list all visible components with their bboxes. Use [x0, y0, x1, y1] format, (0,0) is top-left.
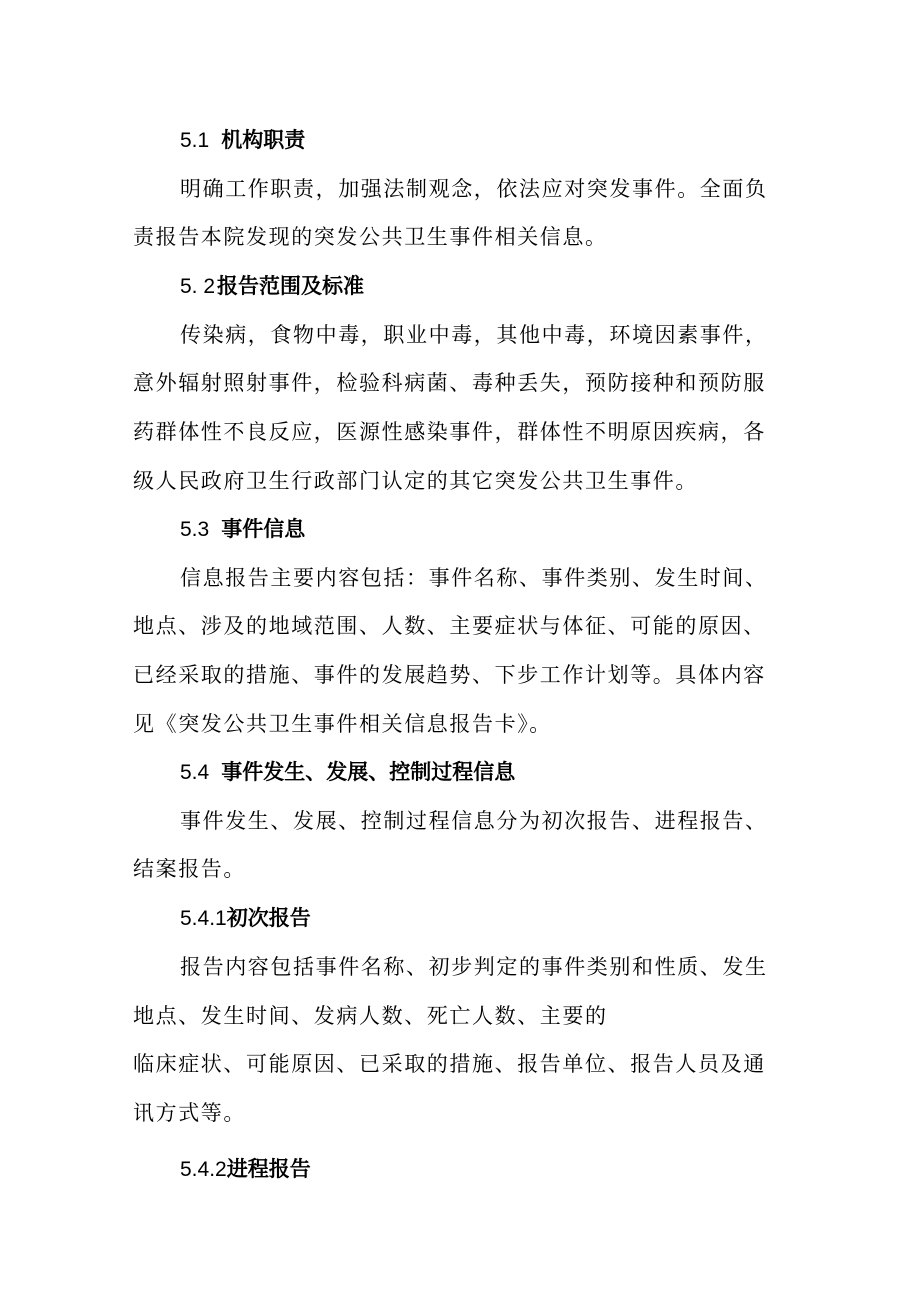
paragraph-line: 责报告本院发现的突发公共卫生事件相关信息。	[133, 225, 608, 249]
paragraph-line: 明确工作职责，加强法制观念，依法应对突发事件。全面负	[180, 177, 768, 201]
section-heading-5-4-2	[180, 1155, 311, 1184]
section-heading-5-3	[180, 515, 305, 544]
paragraph-line: 药群体性不良反应，医源性感染事件，群体性不明原因疾病，各	[133, 420, 766, 444]
paragraph-line: 报告内容包括事件名称、初步判定的事件类别和性质、发生	[180, 955, 768, 979]
section-number: 5.4.1	[180, 907, 227, 930]
paragraph-line: 信息报告主要内容包括：事件名称、事件类别、发生时间、	[180, 566, 768, 590]
section-title: 初次报告	[226, 906, 311, 930]
section-heading-5-2	[180, 272, 364, 301]
section-heading-5-1	[180, 126, 305, 155]
section-number: 5.4.2	[180, 1158, 227, 1181]
paragraph-line: 结案报告。	[133, 857, 246, 881]
paragraph-line: 地点、发生时间、发病人数、死亡人数、主要的	[133, 1004, 608, 1028]
section-number: 5. 2	[180, 275, 216, 298]
paragraph-line: 见《突发公共卫生事件相关信息报告卡》。	[133, 712, 552, 736]
section-heading-5-4	[180, 758, 515, 787]
section-title: 进程报告	[226, 1157, 311, 1181]
section-number: 5.1	[180, 129, 210, 152]
section-title: 事件信息	[221, 517, 306, 541]
section-heading-5-4-1	[180, 904, 311, 933]
paragraph-line: 级人民政府卫生行政部门认定的其它突发公共卫生事件。	[133, 469, 698, 493]
paragraph-line: 传染病，食物中毒，职业中毒，其他中毒，环境因素事件，	[180, 323, 768, 347]
paragraph-line: 已经采取的措施、事件的发展趋势、下步工作计划等。具体内容	[133, 663, 766, 687]
paragraph-line: 事件发生、发展、控制过程信息分为初次报告、进程报告、	[180, 809, 768, 833]
section-title: 事件发生、发展、控制过程信息	[221, 760, 516, 784]
section-number: 5.3	[180, 518, 210, 541]
section-title: 机构职责	[221, 128, 306, 152]
paragraph-line: 地点、涉及的地域范围、人数、主要症状与体征、可能的原因、	[133, 614, 766, 638]
section-title: 报告范围及标准	[217, 274, 365, 298]
section-number: 5.4	[180, 761, 210, 784]
paragraph-line: 临床症状、可能原因、已采取的措施、报告单位、报告人员及通	[133, 1052, 766, 1076]
paragraph-line: 讯方式等。	[133, 1101, 246, 1125]
paragraph-line: 意外辐射照射事件，检验科病菌、毒种丢失，预防接种和预防服	[133, 371, 766, 395]
